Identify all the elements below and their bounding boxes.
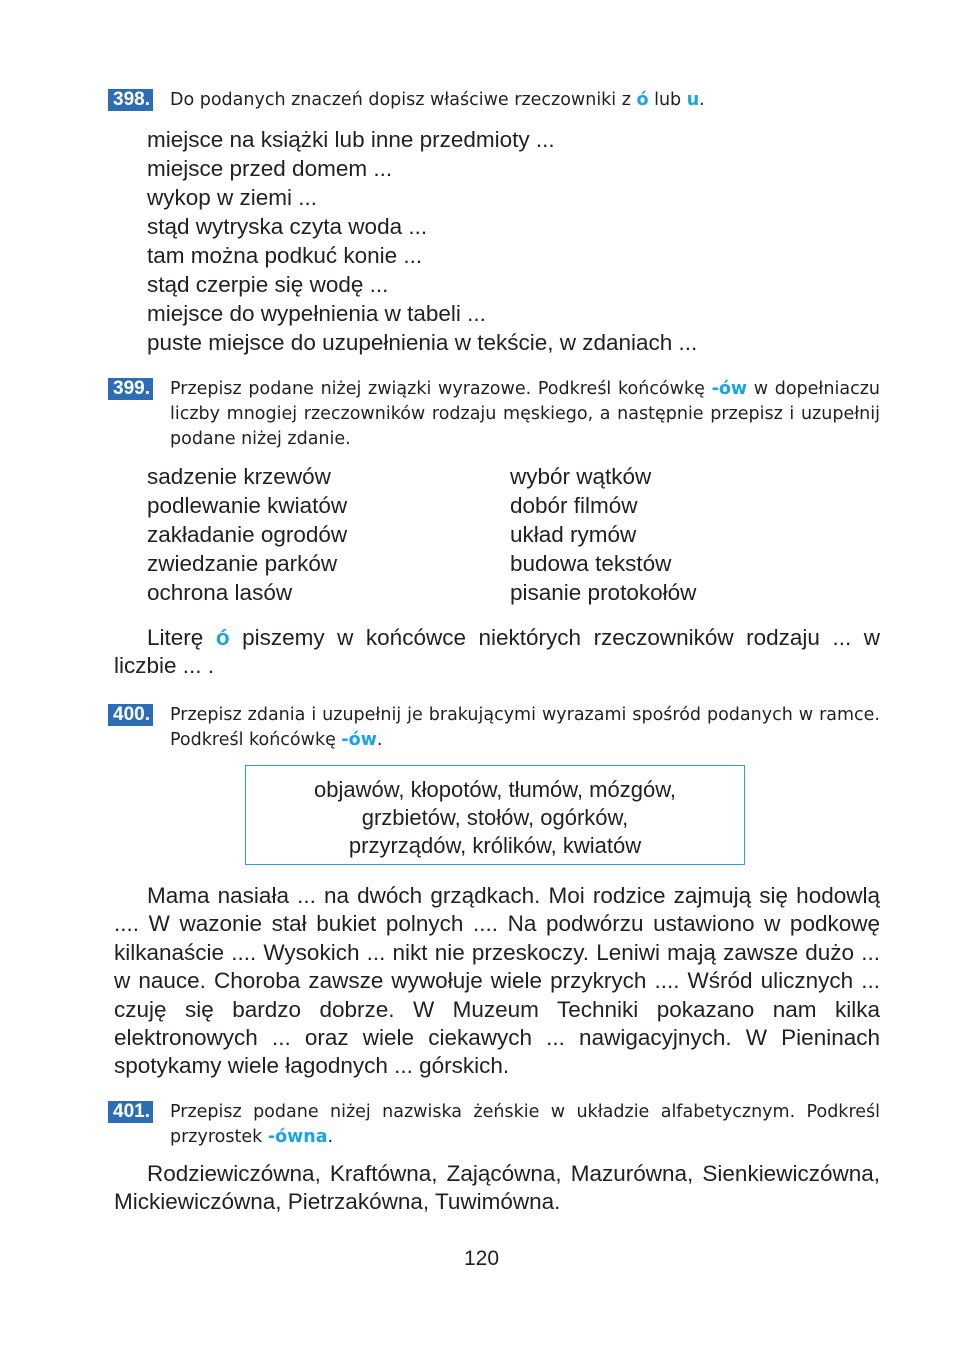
- exercise-number-badge: 399.: [108, 378, 153, 400]
- list-item: wykop w ziemi ...: [147, 185, 318, 210]
- exercise-400-instruction: [108, 703, 880, 753]
- list-item: zwiedzanie parków: [147, 551, 338, 576]
- highlight-ending: -ów: [341, 730, 377, 750]
- list-item: puste miejsce do uzupełnienia w tekście, w zdaniach ...: [147, 330, 698, 355]
- word-box-line: objawów, kłopotów, tłumów, mózgów,: [314, 777, 676, 802]
- definitions-list: [147, 125, 880, 357]
- right-column: [510, 462, 696, 607]
- instruction-text: Przepisz podane niżej związki wyrazowe. Podkreśl końcówkę: [170, 379, 712, 399]
- list-item: sadzenie krzewów: [147, 464, 331, 489]
- list-item: miejsce na książki lub inne przedmioty ...: [147, 127, 555, 152]
- highlight-letter-o: ó: [215, 625, 230, 650]
- list-item: podlewanie kwiatów: [147, 493, 348, 518]
- highlight-ending: -ów: [711, 379, 748, 399]
- instruction-text: Przepisz zdania i uzupełnij je brakującymi wyrazami spośród podanych w ramce. Podkreśl końcówkę: [170, 705, 880, 750]
- exercise-398: [108, 88, 880, 357]
- list-item: dobór filmów: [510, 493, 638, 518]
- exercise-400-text: Mama nasiała ... na dwóch grządkach. Moi rodzice zajmują się hodowlą .... W wazonie stał bukiet polnych .... Na podwórzu ustawiono w podkowę kilkanaście .... Wysokich ... nikt nie przeskoczy. Leniwi mają zawsze dużo ... w nauce. Choroba zawsze wywołuje wiele przykrych .... Wśród ulicznych ... czuję się bardzo dobrze. W Muzeum Techniki pokazano nam kilka elektronowych ... oraz wiele ciekawych ... nawigacyjnych. W Pieninach spotykamy wiele łagodnych ... górskich.: [114, 883, 880, 1079]
- instruction-text: .: [699, 90, 705, 110]
- list-item: ochrona lasów: [147, 580, 293, 605]
- word-box-line: przyrządów, królików, kwiatów: [348, 833, 642, 858]
- instruction-text: Do podanych znaczeń dopisz właściwe rzeczowniki z: [170, 90, 637, 110]
- highlight-suffix: -ówna: [267, 1127, 328, 1147]
- exercise-number-badge: 400.: [108, 704, 153, 726]
- highlight-letter-o: ó: [636, 90, 649, 110]
- left-column: [147, 462, 347, 607]
- exercise-401-text: Rodziewiczówna, Kraftówna, Zającówna, Mazurówna, Sienkiewiczówna, Mickiewiczówna, Pietrzakówna, Tuwimówna.: [114, 1161, 880, 1215]
- exercise-399: [108, 377, 880, 681]
- list-item: stąd wytryska czyta woda ...: [147, 214, 428, 239]
- phrase-columns: [108, 462, 880, 610]
- list-item: tam można podkuć konie ...: [147, 243, 423, 268]
- exercise-400: [108, 703, 880, 753]
- list-item: pisanie protokołów: [510, 580, 697, 605]
- instruction-text: w dopełniaczu liczby mnogiej rzeczowników rodzaju męskiego, a następnie przepisz i uzupełnij podane niżej zdanie.: [170, 379, 880, 449]
- exercise-number-badge: 398.: [108, 89, 153, 111]
- sentence-text: Literę: [147, 625, 216, 650]
- instruction-text: .: [376, 730, 383, 750]
- list-item: miejsce przed domem ...: [147, 156, 393, 181]
- list-item: wybór wątków: [510, 464, 652, 489]
- list-item: miejsce do wypełnienia w tabeli ...: [147, 301, 486, 326]
- exercise-401: [108, 1100, 880, 1150]
- page-number: 120: [463, 1247, 500, 1270]
- list-item: układ rymów: [510, 522, 637, 547]
- instruction-text: lub: [648, 90, 687, 110]
- instruction-text: .: [327, 1127, 334, 1147]
- highlight-letter-u: u: [686, 90, 700, 110]
- sentence-text: piszemy w końcówce niektórych rzeczowników rodzaju ... w liczbie ... .: [114, 625, 880, 679]
- word-box: [245, 765, 745, 865]
- word-box-line: grzbietów, stołów, ogórków,: [361, 805, 629, 830]
- list-item: stąd czerpie się wodę ...: [147, 272, 389, 297]
- exercise-399-instruction: [108, 377, 880, 452]
- list-item: zakładanie ogrodów: [147, 522, 348, 547]
- exercise-398-instruction: [108, 88, 880, 113]
- list-item: budowa tekstów: [510, 551, 672, 576]
- instruction-text: Przepisz podane niżej nazwiska żeńskie w układzie alfabetycznym. Podkreśl przyrostek: [170, 1102, 880, 1147]
- exercise-401-instruction: [108, 1100, 880, 1150]
- exercise-number-badge: 401.: [108, 1101, 153, 1123]
- fill-in-sentence: [114, 624, 880, 681]
